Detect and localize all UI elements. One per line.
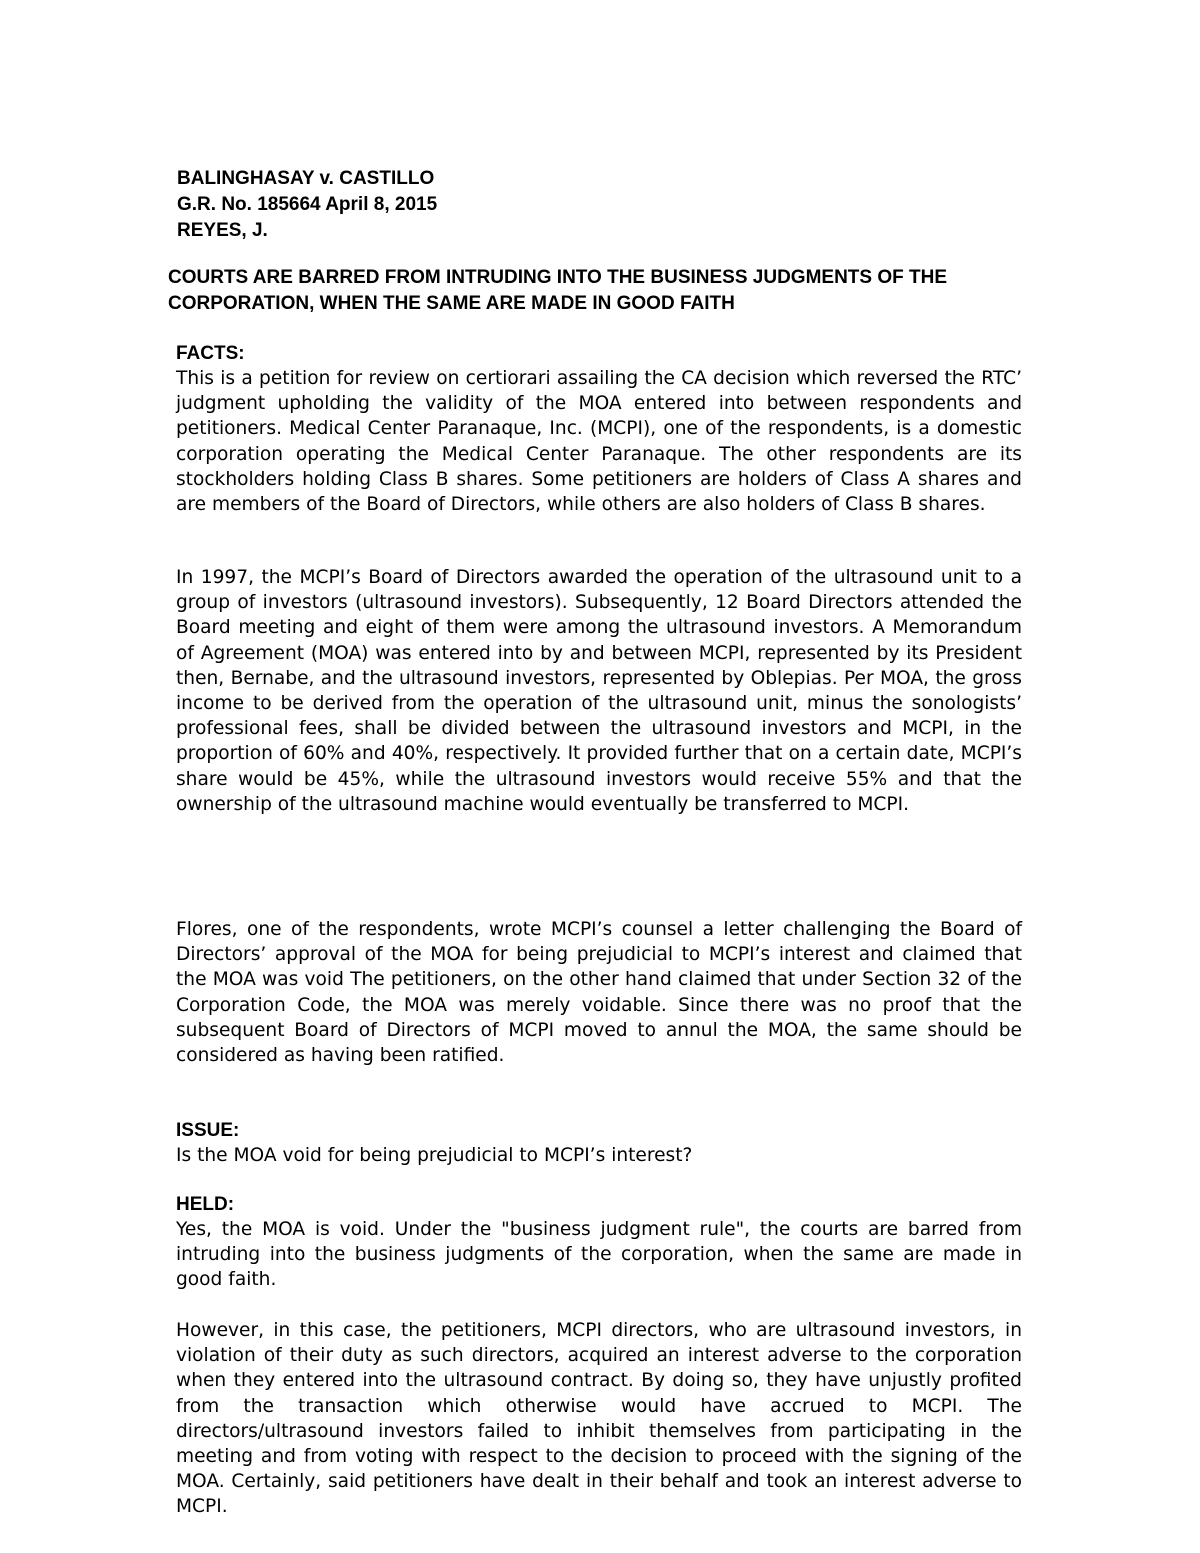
facts-section-continued	[176, 917, 1022, 1068]
held-paragraph: However, in this case, the petitioners, MCPI directors, who are ultrasound investors, in violation of their duty as such directors, acquired an interest adverse to the corporation when they entered into the ultrasound contract. By doing so, they have unjustly profited from the transaction which otherwise would have accrued to MCPI. The directors/ultrasound investors failed to inhibit themselves from participating in the meeting and from voting with respect to the decision to proceed with the signing of the MOA. Certainly, said petitioners have dealt in their behalf and took an interest adverse to MCPI.	[176, 1320, 1022, 1518]
facts-paragraph: In 1997, the MCPI’s Board of Directors awarded the operation of the ultrasound unit to a group of investors (ultrasound investors). Subsequently, 12 Board Directors attended the Board meeting and eight of them were among the ultrasound investors. A Memorandum of Agreement (MOA) was entered into by and between MCPI, represented by its President then, Bernabe, and the ultrasound investors, represented by Oblepias. Per MOA, the gross income to be derived from the operation of the ultrasound unit, minus the sonologists’ professional fees, shall be divided between the ultrasound investors and MCPI, in the proportion of 60% and 40%, respectively. It provided further that on a certain date, MCPI’s share would be 45%, while the ultrasound investors would receive 55% and that the ownership of the ultrasound machine would eventually be transferred to MCPI.	[176, 567, 1022, 815]
held-section-continued	[176, 1318, 1022, 1520]
case-ponente: REYES, J.	[177, 220, 268, 241]
case-header	[177, 166, 437, 244]
case-title: BALINGHASAY v. CASTILLO	[177, 168, 435, 189]
held-section	[176, 1192, 1022, 1293]
issue-text: Is the MOA void for being prejudicial to MCPI’s interest?	[176, 1145, 693, 1166]
facts-paragraph: Flores, one of the respondents, wrote MCPI’s counsel a letter challenging the Board of Directors’ approval of the MOA for being prejudicial to MCPI’s interest and claimed that the MOA was void The petitioners, on the other hand claimed that under Section 32 of the Corporation Code, the MOA was merely voidable. Since there was no proof that the subsequent Board of Directors of MCPI moved to annul the MOA, the same should be considered as having been ratified.	[176, 919, 1022, 1067]
case-gr-number: G.R. No. 185664 April 8, 2015	[177, 194, 438, 215]
facts-section-continued	[176, 565, 1022, 817]
issue-label: ISSUE:	[176, 1120, 240, 1141]
held-paragraph: Yes, the MOA is void. Under the "business judgment rule", the courts are barred from intruding into the business judgments of the corporation, when the same are made in good faith.	[176, 1219, 1022, 1291]
facts-section	[176, 341, 1022, 517]
doctrine-heading: COURTS ARE BARRED FROM INTRUDING INTO THE BUSINESS JUDGMENTS OF THE CORPORATION, WHEN THE SAME ARE MADE IN GOOD FAITH	[168, 267, 948, 314]
issue-section	[176, 1118, 1022, 1168]
held-label: HELD:	[176, 1194, 235, 1215]
facts-paragraph: This is a petition for review on certiorari assailing the CA decision which reversed the RTC’ judgment upholding the validity of the MOA entered into between respondents and petitioners. Medical Center Paranaque, Inc. (MCPI), one of the respondents, is a domestic corporation operating the Medical Center Paranaque. The other respondents are its stockholders holding Class B shares. Some petitioners are holders of Class A shares and are members of the Board of Directors, while others are also holders of Class B shares.	[176, 368, 1022, 516]
facts-label: FACTS:	[176, 343, 245, 364]
